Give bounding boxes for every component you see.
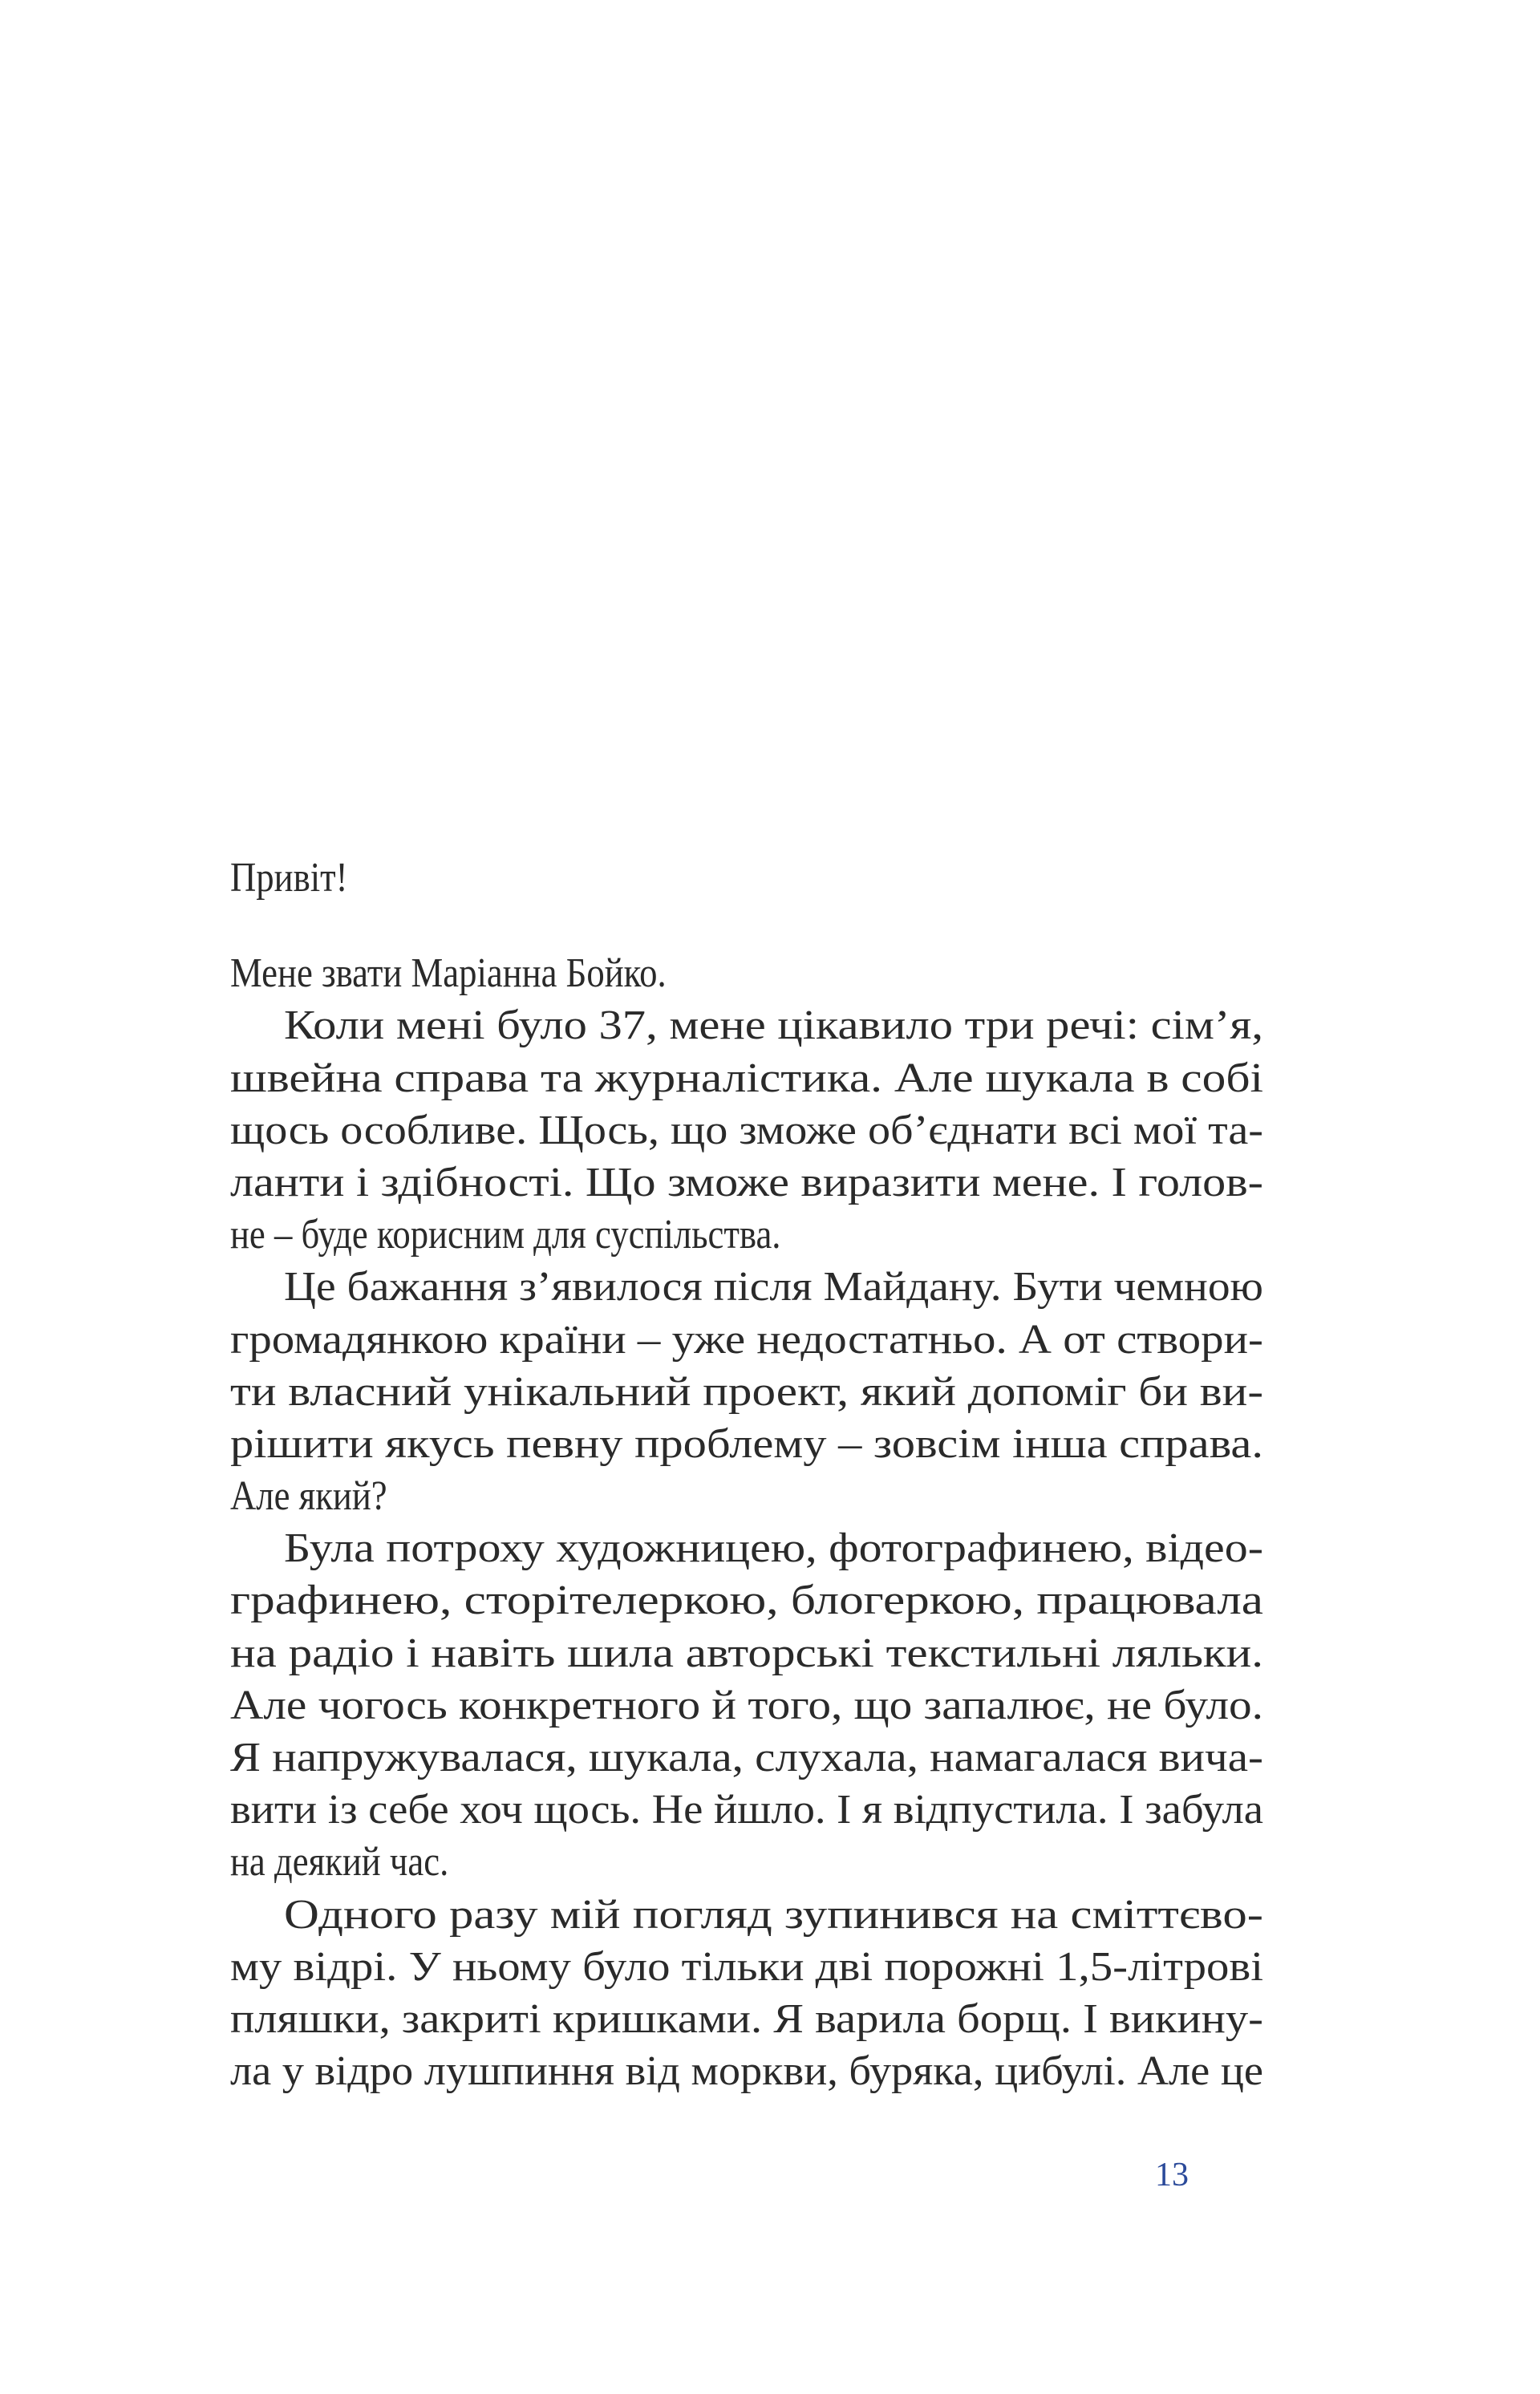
text-line xyxy=(230,1679,1263,1732)
text-line-content: Я напружувалася, шукала, слухала, намагалася вича- xyxy=(230,1735,1263,1780)
text-line xyxy=(230,1732,1263,1784)
greeting: Привіт! xyxy=(230,855,348,901)
text-line-content: ланти і здібності. Що зможе виразити мене. І голов- xyxy=(230,1159,1263,1205)
paragraph-gap xyxy=(230,904,1263,947)
text-line xyxy=(230,1993,1263,2045)
text-line-content: Це бажання з’явилося після Майдану. Бути чемною xyxy=(284,1264,1263,1310)
text-line-content: пляшки, закриті кришками. Я варила борщ. І викину- xyxy=(230,1995,1264,2042)
text-line-content: не – буде корисним для суспільства. xyxy=(230,1212,781,1258)
text-line-content: Мене звати Маріанна Бойко. xyxy=(230,950,667,997)
text-line xyxy=(230,947,1263,999)
text-line-content: рішити якусь певну проблему – зовсім інша справа. xyxy=(230,1420,1263,1467)
text-line xyxy=(230,1627,1263,1679)
greeting-line xyxy=(230,852,1263,904)
text-line xyxy=(230,1104,1263,1156)
text-line-content: му відрі. У ньому було тільки дві порожні 1,5-літрові xyxy=(230,1943,1263,1990)
text-line xyxy=(230,999,1263,1051)
text-line-content: Одного разу мій погляд зупинився на сміттєво- xyxy=(284,1891,1263,1938)
text-line xyxy=(230,1418,1263,1470)
text-line-content: Але який? xyxy=(230,1473,387,1520)
text-line xyxy=(230,1784,1263,1836)
text-line-content: Була потроху художницею, фотографинею, відео- xyxy=(284,1525,1263,1572)
text-line xyxy=(230,1836,1263,1888)
page-body xyxy=(230,852,1263,2097)
text-line xyxy=(230,1366,1263,1418)
text-line-content: вити із себе хоч щось. Не йшло. І я відпустила. І забула xyxy=(230,1787,1263,1833)
text-line-content: на радіо і навіть шила авторські текстильні ляльки. xyxy=(230,1630,1263,1676)
text-line xyxy=(230,1574,1263,1626)
text-line-content: швейна справа та журналістика. Але шукала в собі xyxy=(230,1055,1263,1101)
text-line-content: щось особливе. Щось, що зможе об’єднати всі мої та- xyxy=(230,1107,1263,1153)
text-line-content: громадянкою країни – уже недостатньо. А от створи- xyxy=(230,1316,1263,1363)
text-line-content: Коли мені було 37, мене цікавило три речі: сім’я, xyxy=(284,1003,1263,1049)
text-line xyxy=(230,1052,1263,1104)
text-line xyxy=(230,1889,1263,1941)
body-lines xyxy=(230,947,1263,2097)
text-line xyxy=(230,1209,1263,1261)
text-line xyxy=(230,1261,1263,1313)
text-line-content: ла у відро лушпиння від моркви, буряка, цибулі. Але це xyxy=(230,2048,1263,2095)
text-line-content: графинею, сторітелеркою, блогеркою, працювала xyxy=(230,1578,1263,1624)
text-line xyxy=(230,1941,1263,1993)
text-line xyxy=(230,1522,1263,1574)
text-line-content: Але чогось конкретного й того, що запалює, не було. xyxy=(230,1682,1264,1728)
text-line-content: на деякий час. xyxy=(230,1839,449,1886)
text-line xyxy=(230,1314,1263,1366)
text-line-content: ти власний унікальний проект, який допоміг би ви- xyxy=(230,1368,1263,1415)
page-number: 13 xyxy=(1155,2157,1189,2193)
text-line xyxy=(230,1156,1263,1209)
text-line xyxy=(230,1470,1263,1522)
text-line xyxy=(230,2045,1263,2097)
